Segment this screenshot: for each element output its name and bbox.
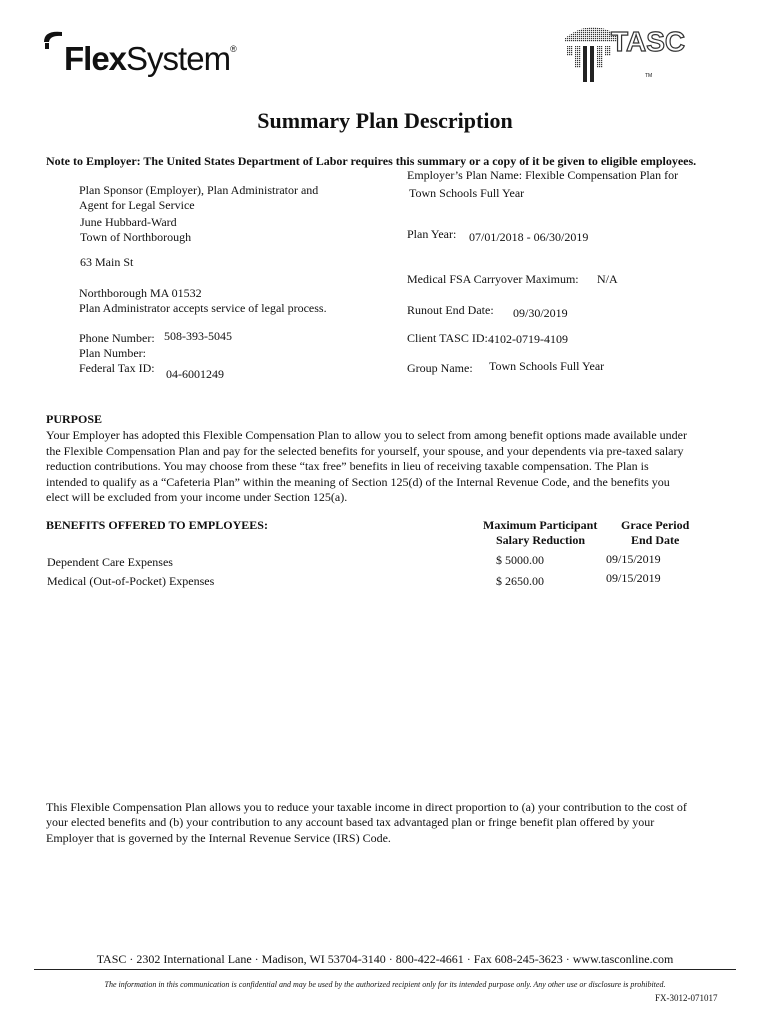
phone-value: 508-393-5045 — [164, 329, 232, 343]
group-label: Group Name: — [407, 361, 473, 375]
benefit-grace: 09/15/2019 — [606, 571, 661, 585]
sponsor-line-2: Agent for Legal Service — [79, 198, 195, 212]
phone-label: Phone Number: — [79, 331, 155, 345]
tax-id-value: 04-6001249 — [166, 367, 224, 381]
org-name: Town of Northborough — [80, 230, 192, 244]
group-value: Town Schools Full Year — [489, 359, 605, 373]
runout-label: Runout End Date: — [407, 303, 494, 317]
benefit-name: Medical (Out-of-Pocket) Expenses — [47, 574, 215, 588]
plan-year-label: Plan Year: — [407, 227, 457, 241]
carryover-label: Medical FSA Carryover Maximum: — [407, 272, 579, 286]
tasc-trademark: TM — [645, 73, 653, 79]
benefit-grace: 09/15/2019 — [606, 552, 661, 566]
client-id-label: Client TASC ID: — [407, 331, 488, 345]
benefit-max: $ 2650.00 — [496, 574, 544, 588]
closing-line: your elected benefits and (b) your contribution to any account based tax advantaged plan or fringe benefit plan offered by your — [46, 815, 655, 829]
benefits-heading: BENEFITS OFFERED TO EMPLOYEES: — [46, 518, 268, 532]
plan-name-label: Employer’s Plan Name: Flexible Compensation Plan for — [407, 168, 679, 182]
document-title: Summary Plan Description — [257, 108, 513, 133]
benefit-name: Dependent Care Expenses — [47, 555, 173, 569]
admin-name: June Hubbard-Ward — [80, 215, 177, 229]
runout-value: 09/30/2019 — [513, 306, 568, 320]
col-grace-header-1: Grace Period — [621, 518, 690, 532]
street-address: 63 Main St — [80, 255, 134, 269]
purpose-heading: PURPOSE — [46, 412, 103, 426]
employer-note: Note to Employer: The United States Department of Labor requires this summary or a copy of it be given to eligible employees. — [46, 154, 697, 168]
flexsystem-mark-icon — [42, 28, 64, 50]
city-state-zip: Northborough MA 01532 — [79, 286, 202, 300]
plan-number-label: Plan Number: — [79, 346, 146, 360]
col-grace-header-2: End Date — [631, 533, 680, 547]
benefit-max: $ 5000.00 — [496, 553, 544, 567]
footer-address: TASC · 2302 International Lane · Madison, WI 53704-3140 · 800-422-4661 · Fax 608-245-3623 · www.tasconline.com — [96, 952, 674, 966]
form-code: FX-3012-071017 — [655, 993, 718, 1003]
flexsystem-wordmark: FlexSystem® — [64, 40, 236, 77]
plan-name-value: Town Schools Full Year — [409, 186, 525, 200]
tasc-logo — [563, 20, 713, 84]
tasc-wordmark: TASC — [611, 26, 686, 57]
tax-id-label: Federal Tax ID: — [79, 361, 155, 375]
plan-year-value: 07/01/2018 - 06/30/2019 — [469, 230, 589, 244]
purpose-line: intended to qualify as a “Cafeteria Plan” within the meaning of Section 125(d) of the Internal Revenue Code, and the benefits you — [46, 475, 670, 489]
closing-line: This Flexible Compensation Plan allows you to reduce your taxable income in direct proportion to (a) your contribution to the cost of — [46, 800, 687, 814]
footer-divider — [34, 969, 736, 970]
purpose-line: Your Employer has adopted this Flexible Compensation Plan to allow you to select from among benefit options made available under — [46, 428, 687, 442]
carryover-value: N/A — [597, 272, 618, 286]
client-id-value: 4102-0719-4109 — [488, 332, 568, 346]
confidential-notice: The information in this communication is confidential and may be used by the authorized recipient only for its intended purpose only. Any other use or disclosure is prohibited. — [104, 980, 666, 989]
purpose-line: reduction contributions. You may choose from these “tax free” benefits in lieu of receiving taxable compensation. The Plan is — [46, 459, 649, 473]
purpose-line: the Flexible Compensation Plan and pay for the selected benefits for yourself, your spouse, and your dependents via pre-taxed salary — [46, 444, 684, 458]
legal-process-note: Plan Administrator accepts service of legal process. — [79, 301, 327, 315]
closing-line: Employer that is governed by the Internal Revenue Service (IRS) Code. — [46, 831, 391, 845]
sponsor-line-1: Plan Sponsor (Employer), Plan Administrator and — [79, 183, 319, 197]
purpose-line: elect will be excluded from your income under Section 125(a). — [46, 490, 348, 504]
flexsystem-logo — [42, 18, 272, 78]
col-max-header-1: Maximum Participant — [483, 518, 598, 532]
col-max-header-2: Salary Reduction — [496, 533, 586, 547]
